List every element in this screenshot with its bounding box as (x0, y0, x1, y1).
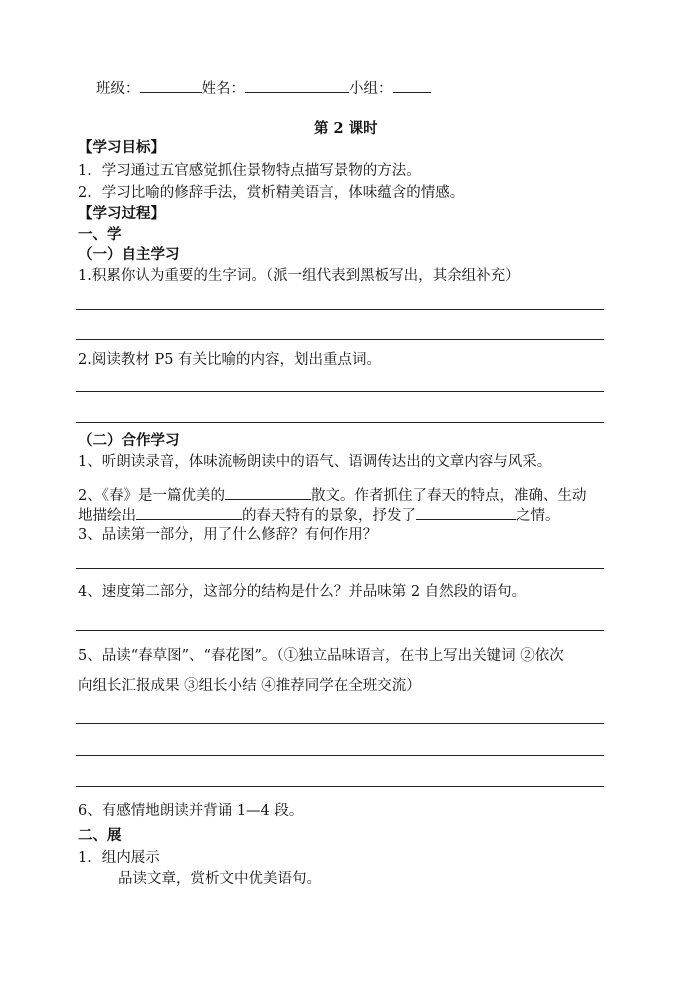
coop-q2-text: 2、《春》是一篇优美的 (78, 488, 225, 504)
answer-line[interactable] (76, 422, 604, 423)
objective-item: 1．学习通过五官感觉抓住景物特点描写景物的方法。 (78, 163, 421, 179)
header-row (96, 78, 431, 99)
answer-line[interactable] (76, 755, 604, 756)
coop-q2-line2 (78, 505, 560, 526)
process-heading: 【学习过程】 (78, 205, 165, 222)
coop-q2-text: 之情。 (516, 508, 560, 524)
name-blank[interactable] (245, 78, 349, 93)
group-label: 小组： (349, 81, 393, 97)
lesson-title: 第 2 课时 (314, 120, 378, 137)
fill-blank[interactable] (225, 485, 311, 500)
fill-blank[interactable] (416, 505, 516, 520)
answer-line[interactable] (76, 630, 604, 631)
part2-heading: 二、展 (78, 827, 122, 844)
coop-q5-line2: 向组长汇报成果 ③组长小结 ④推荐同学在全班交流） (78, 678, 421, 694)
objective-item: 2．学习比喻的修辞手法，赏析精美语言，体味蕴含的情感。 (78, 185, 465, 201)
fill-blank[interactable] (136, 505, 242, 520)
coop-q2-text: 散文。作者抓住了春天的特点，准确、生动 (310, 488, 587, 504)
answer-line[interactable] (76, 786, 604, 787)
coop-heading: （二）合作学习 (78, 432, 180, 449)
name-label: 姓名： (201, 81, 245, 97)
class-label: 班级： (96, 81, 140, 97)
show-item1: 1．组内展示 (78, 850, 160, 866)
answer-line[interactable] (76, 339, 604, 340)
self-study-q1: 1.积累你认为重要的生字词。（派一组代表到黑板写出，其余组补充） (78, 268, 520, 284)
objectives-heading: 【学习目标】 (78, 139, 165, 156)
answer-line[interactable] (76, 309, 604, 310)
answer-line[interactable] (76, 723, 604, 724)
show-item1-sub: 品读文章，赏析文中优美语句。 (118, 871, 321, 887)
coop-q2-line1 (78, 485, 586, 506)
coop-q3: 3、品读第一部分，用了什么修辞？有何作用？ (78, 527, 378, 543)
group-blank[interactable] (393, 78, 431, 93)
self-study-heading: （一）自主学习 (78, 246, 180, 263)
coop-q5-line1: 5、品读“春草图”、“春花图”。（①独立品味语言，在书上写出关键词 ②依次 (78, 648, 564, 664)
coop-q4: 4、速度第二部分，这部分的结构是什么？并品味第 2 自然段的语句。 (78, 584, 527, 600)
self-study-q2: 2.阅读教材 P5 有关比喻的内容，划出重点词。 (78, 352, 382, 368)
answer-line[interactable] (76, 391, 604, 392)
coop-q2-text: 地描绘出 (78, 508, 136, 524)
class-blank[interactable] (140, 78, 202, 93)
part1-heading: 一、学 (78, 226, 122, 243)
coop-q2-text: 的春天特有的景象，抒发了 (242, 508, 416, 524)
coop-q6: 6、有感情地朗读并背诵 1—4 段。 (78, 803, 304, 819)
answer-line[interactable] (76, 568, 604, 569)
coop-q1: 1、听朗读录音，体味流畅朗读中的语气、语调传达出的文章内容与风采。 (78, 454, 552, 470)
